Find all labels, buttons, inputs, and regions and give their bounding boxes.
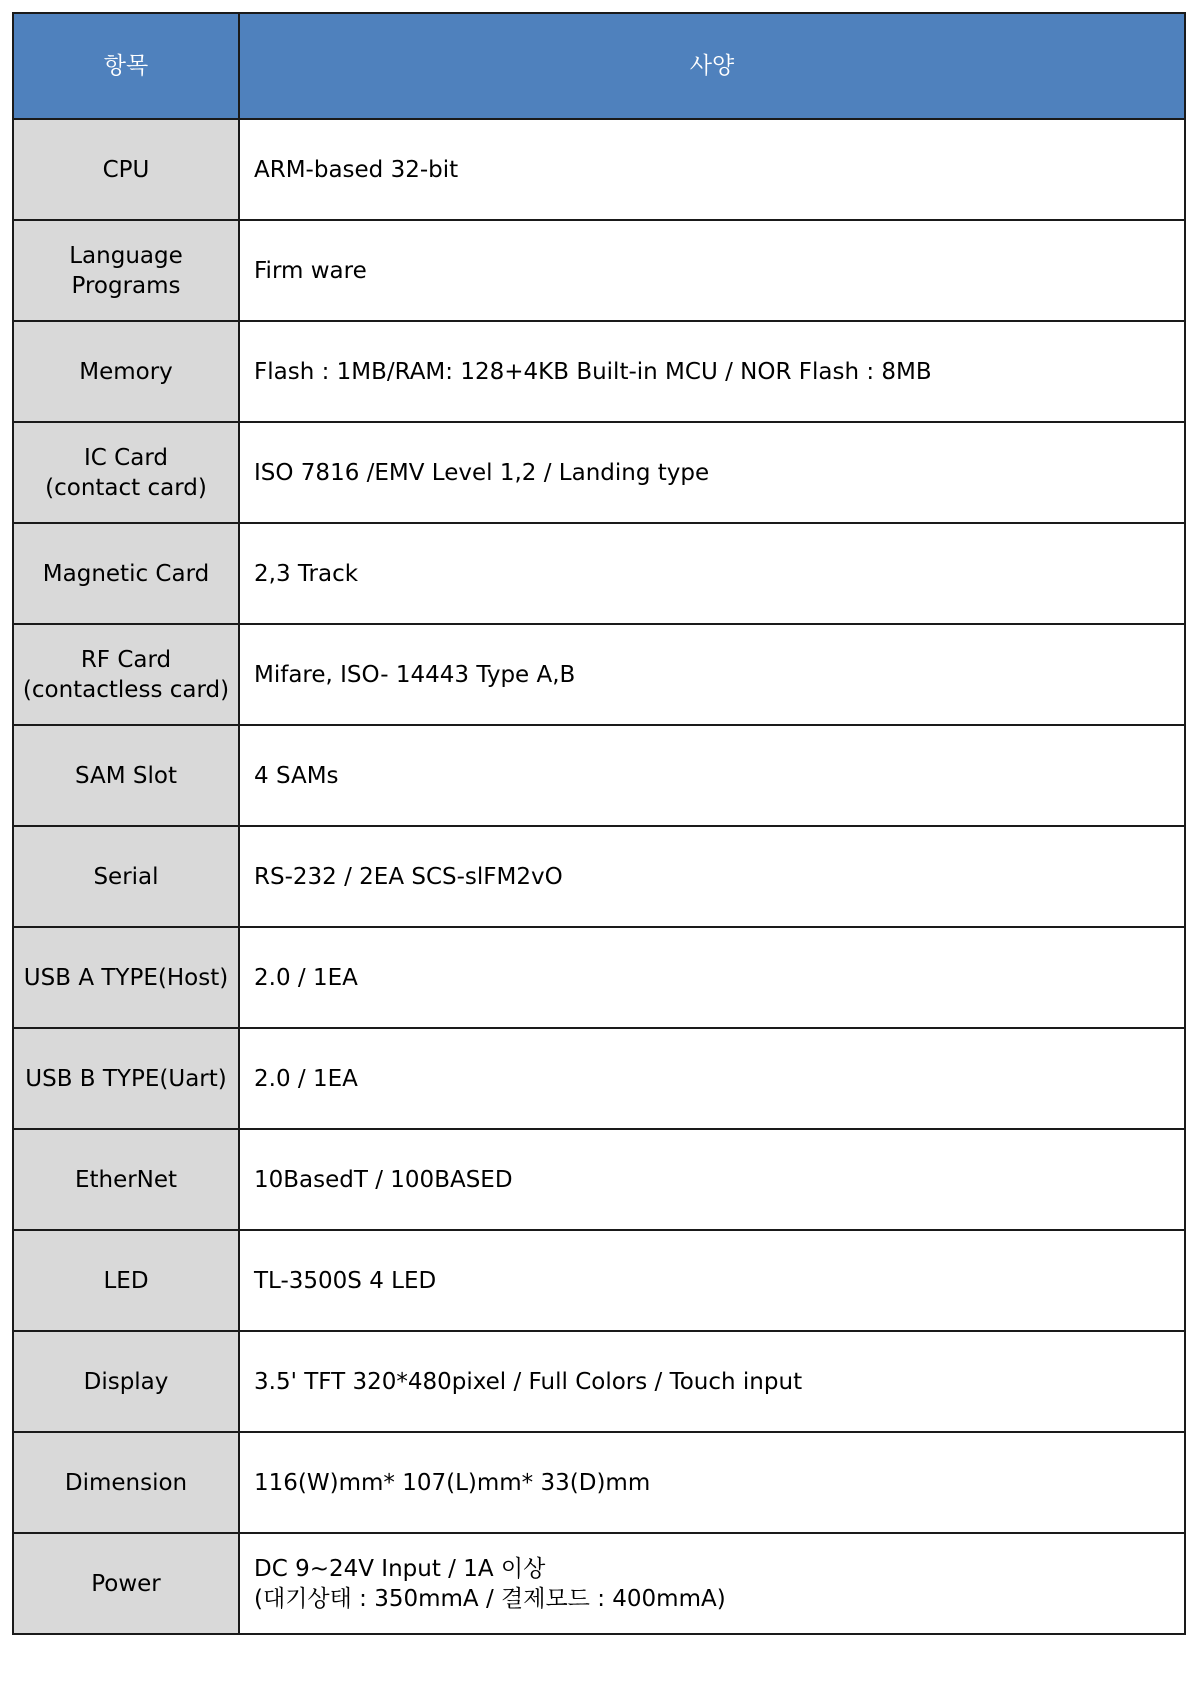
row-value-line: Flash : 1MB/RAM: 128+4KB Built-in MCU / NOR Flash : 8MB: [254, 358, 932, 385]
spec-table: [12, 12, 1186, 1635]
row-label: [13, 624, 239, 725]
row-value: [239, 1028, 1185, 1129]
table-row: [13, 1129, 1185, 1230]
row-value-line: Mifare, ISO- 14443 Type A,B: [254, 661, 576, 688]
row-value: [239, 1230, 1185, 1331]
row-label: [13, 725, 239, 826]
row-label: [13, 119, 239, 220]
table-row: [13, 624, 1185, 725]
row-label-line: USB B TYPE(Uart): [25, 1065, 227, 1092]
row-value-line: ISO 7816 /EMV Level 1,2 / Landing type: [254, 459, 710, 486]
table-row: [13, 1230, 1185, 1331]
table-row: [13, 725, 1185, 826]
row-label-line: (contactless card): [22, 676, 230, 703]
row-value-line: Firm ware: [254, 257, 367, 284]
table-row: [13, 1028, 1185, 1129]
table-row: [13, 1533, 1185, 1634]
row-label: [13, 1028, 239, 1129]
header-item: 항목: [13, 13, 239, 119]
row-label: [13, 1533, 239, 1634]
row-value-line: 2,3 Track: [254, 560, 359, 587]
header-row: [13, 13, 1185, 119]
row-value-line: TL-3500S 4 LED: [254, 1267, 437, 1294]
row-value: [239, 624, 1185, 725]
row-value-line: RS-232 / 2EA SCS-slFM2vO: [254, 863, 563, 890]
row-value: [239, 826, 1185, 927]
row-label-line: IC Card: [84, 444, 168, 471]
row-label-line: CPU: [102, 156, 150, 183]
row-value-line: ARM-based 32-bit: [254, 156, 459, 183]
row-value: [239, 1129, 1185, 1230]
table-row: [13, 422, 1185, 523]
table-row: [13, 220, 1185, 321]
table-row: [13, 927, 1185, 1028]
row-label-line: Language: [69, 242, 183, 269]
row-label-line: Magnetic Card: [42, 560, 210, 587]
row-label-line: Display: [83, 1368, 169, 1395]
row-value: [239, 725, 1185, 826]
row-value-line: (대기상태 : 350mmA / 결제모드 : 400mmA): [254, 1585, 726, 1612]
row-value: [239, 422, 1185, 523]
row-value: [239, 119, 1185, 220]
row-label-line: Serial: [93, 863, 159, 890]
table-row: [13, 523, 1185, 624]
row-label: [13, 1230, 239, 1331]
row-label-line: USB A TYPE(Host): [23, 964, 229, 991]
row-value: [239, 1331, 1185, 1432]
row-label-line: (contact card): [45, 474, 207, 501]
row-value-line: 3.5' TFT 320*480pixel / Full Colors / Touch input: [254, 1368, 803, 1395]
row-label-line: SAM Slot: [75, 762, 177, 789]
row-value-line: 2.0 / 1EA: [254, 964, 358, 991]
row-label-line: Memory: [79, 358, 173, 385]
row-label: [13, 1432, 239, 1533]
row-value-line: 116(W)mm* 107(L)mm* 33(D)mm: [254, 1469, 651, 1496]
table-row: [13, 826, 1185, 927]
row-value: [239, 523, 1185, 624]
row-label: [13, 1129, 239, 1230]
row-label: [13, 927, 239, 1028]
row-label-line: Dimension: [64, 1469, 188, 1496]
row-value: [239, 321, 1185, 422]
row-value-line: 4 SAMs: [254, 762, 339, 789]
header-spec: 사양: [239, 13, 1185, 119]
row-value: [239, 1533, 1185, 1634]
table-row: [13, 1331, 1185, 1432]
row-label: [13, 220, 239, 321]
row-label: [13, 321, 239, 422]
row-label-line: Programs: [71, 272, 181, 299]
row-value: [239, 1432, 1185, 1533]
row-value: [239, 927, 1185, 1028]
table-row: [13, 119, 1185, 220]
row-label: [13, 523, 239, 624]
row-label: [13, 422, 239, 523]
row-value: [239, 220, 1185, 321]
row-label-line: Power: [91, 1570, 161, 1597]
table-row: [13, 1432, 1185, 1533]
row-value-line: DC 9~24V Input / 1A 이상: [254, 1555, 546, 1582]
row-label: [13, 826, 239, 927]
row-label-line: LED: [103, 1267, 149, 1294]
row-value-line: 10BasedT / 100BASED: [254, 1166, 513, 1193]
row-label-line: RF Card: [80, 646, 172, 673]
row-label-line: EtherNet: [74, 1166, 178, 1193]
row-value-line: 2.0 / 1EA: [254, 1065, 358, 1092]
table-row: [13, 321, 1185, 422]
row-label: [13, 1331, 239, 1432]
